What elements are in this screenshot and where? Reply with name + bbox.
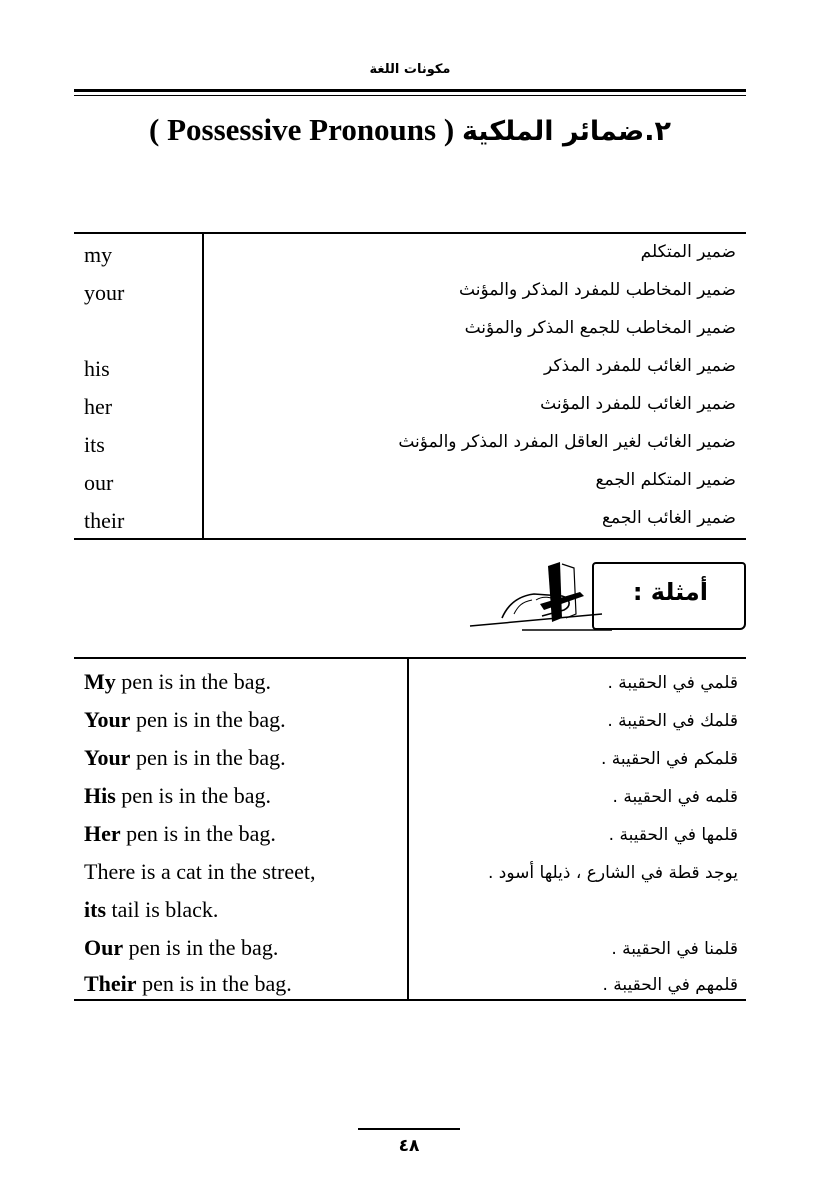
example-arabic: قلمكم في الحقيبة . bbox=[600, 749, 738, 769]
example-english bbox=[84, 971, 292, 997]
pronoun-arabic: ضمير المتكلم الجمع bbox=[595, 470, 736, 490]
header-rule-thick bbox=[74, 89, 746, 92]
pronoun-english: my bbox=[84, 242, 113, 267]
table-row bbox=[74, 388, 746, 426]
pronoun-english: our bbox=[84, 470, 114, 495]
pronoun-english: her bbox=[84, 394, 113, 419]
example-arabic: قلمها في الحقيبة . bbox=[608, 825, 738, 845]
pronoun-english: their bbox=[84, 508, 125, 533]
table-row bbox=[74, 464, 746, 502]
table-row bbox=[74, 350, 746, 388]
examples-table bbox=[74, 657, 746, 1001]
example-english bbox=[84, 897, 218, 923]
pronoun-arabic: ضمير المخاطب للجمع المذكر والمؤنث bbox=[464, 318, 736, 338]
pronoun-english: his bbox=[84, 356, 110, 381]
running-head: مكونات اللغة bbox=[369, 62, 451, 77]
example-pronoun: Her bbox=[84, 821, 121, 846]
footer-rule bbox=[358, 1128, 460, 1130]
example-pronoun: My bbox=[84, 669, 116, 694]
example-pronoun: Their bbox=[84, 971, 137, 996]
pronoun-arabic: ضمير المخاطب للمفرد المذكر والمؤنث bbox=[459, 280, 736, 300]
table-row bbox=[74, 502, 746, 540]
page-number: ٤٨ bbox=[398, 1136, 420, 1156]
example-pronoun: Our bbox=[84, 935, 124, 960]
table-row bbox=[74, 312, 746, 350]
example-english bbox=[84, 783, 271, 809]
example-english bbox=[84, 821, 276, 847]
example-arabic: يوجد قطة في الشارع ، ذيلها أسود . bbox=[487, 863, 738, 883]
pronoun-arabic: ضمير الغائب للمفرد المذكر bbox=[543, 356, 736, 376]
example-english: There is a cat in the street, bbox=[84, 859, 316, 884]
example-rest: pen is in the bag. bbox=[130, 745, 286, 770]
hand-writing-icon bbox=[462, 556, 612, 636]
table-column-divider bbox=[407, 657, 409, 1001]
pronoun-arabic: ضمير الغائب لغير العاقل المفرد المذكر والمؤنث bbox=[398, 432, 736, 452]
example-arabic: قلمه في الحقيبة . bbox=[612, 787, 738, 807]
examples-label-box bbox=[592, 562, 746, 630]
table-bottom-rule bbox=[74, 999, 746, 1001]
title-arabic: ٢.ضمائر الملكية bbox=[461, 116, 671, 147]
pronoun-arabic: ضمير الغائب للمفرد المؤنث bbox=[540, 394, 736, 414]
table-row bbox=[74, 236, 746, 274]
example-rest: pen is in the bag. bbox=[136, 971, 292, 996]
example-pronoun: its bbox=[84, 897, 106, 922]
table-row bbox=[74, 274, 746, 312]
example-rest: pen is in the bag. bbox=[123, 935, 279, 960]
example-arabic: قلمنا في الحقيبة . bbox=[611, 939, 738, 959]
section-title bbox=[90, 112, 730, 148]
table-row bbox=[74, 426, 746, 464]
example-rest: pen is in the bag. bbox=[115, 669, 271, 694]
example-pronoun: Your bbox=[84, 745, 131, 770]
title-english: ( Possessive Pronouns ) bbox=[149, 112, 455, 147]
pronoun-table bbox=[74, 232, 746, 540]
example-english bbox=[84, 707, 286, 733]
example-english bbox=[84, 935, 278, 961]
example-rest: tail is black. bbox=[106, 897, 219, 922]
example-pronoun: His bbox=[84, 783, 116, 808]
example-english bbox=[84, 669, 271, 695]
pronoun-arabic: ضمير الغائب الجمع bbox=[601, 508, 736, 528]
example-arabic: قلمك في الحقيبة . bbox=[607, 711, 738, 731]
pronoun-arabic: ضمير المتكلم bbox=[640, 242, 736, 262]
example-arabic: قلمي في الحقيبة . bbox=[607, 673, 738, 693]
example-rest: pen is in the bag. bbox=[120, 821, 276, 846]
example-arabic: قلمهم في الحقيبة . bbox=[602, 975, 738, 995]
header-rule-thin bbox=[74, 95, 746, 96]
pronoun-english: its bbox=[84, 432, 105, 457]
example-pronoun: Your bbox=[84, 707, 131, 732]
example-rest: pen is in the bag. bbox=[115, 783, 271, 808]
table-top-rule bbox=[74, 232, 746, 234]
examples-label: أمثلة : bbox=[632, 578, 708, 606]
example-english bbox=[84, 745, 286, 771]
example-rest: pen is in the bag. bbox=[130, 707, 286, 732]
pronoun-english: your bbox=[84, 280, 125, 305]
table-top-rule bbox=[74, 657, 746, 659]
